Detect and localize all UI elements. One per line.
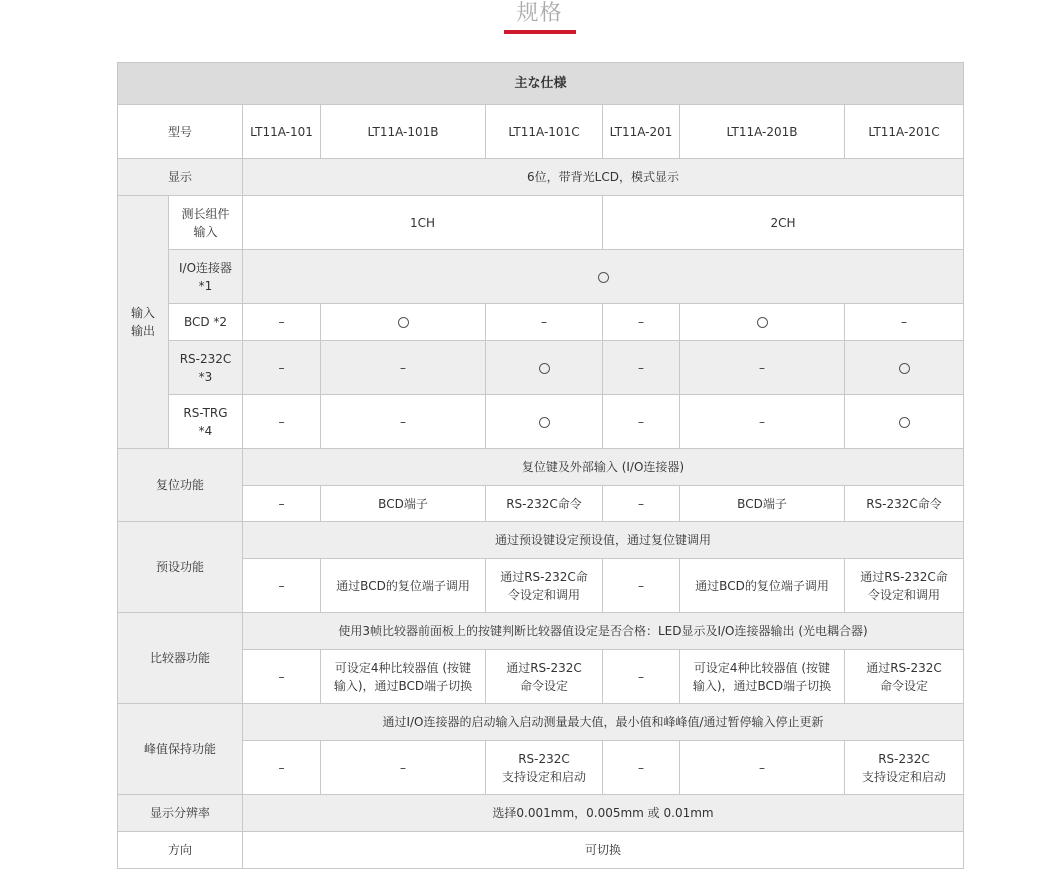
model-lt11a-201b: LT11A-201B (680, 105, 845, 159)
table-title: 主な仕様 (118, 63, 964, 105)
reset-label: 复位功能 (118, 449, 243, 522)
available-mark-icon (539, 363, 550, 374)
rstrg-101b: – (321, 395, 486, 449)
rstrg-101c (486, 395, 603, 449)
reset-101c: RS-232C命令 (486, 486, 603, 522)
bcd-201: – (603, 304, 680, 341)
available-mark-icon (757, 317, 768, 328)
peak-201c: RS-232C 支持设定和启动 (845, 741, 964, 795)
spec-table (117, 62, 964, 869)
io-connector-label: I/O连接器 *1 (169, 250, 243, 304)
preset-201c: 通过RS-232C命 令设定和调用 (845, 559, 964, 613)
probe-2ch: 2CH (603, 196, 964, 250)
rs232c-label: RS-232C *3 (169, 341, 243, 395)
rs232c-101b: – (321, 341, 486, 395)
model-lt11a-101c: LT11A-101C (486, 105, 603, 159)
rs232c-201: – (603, 341, 680, 395)
bcd-101: – (243, 304, 321, 341)
model-lt11a-201c: LT11A-201C (845, 105, 964, 159)
direction-value: 可切换 (243, 832, 964, 869)
bcd-101c: – (486, 304, 603, 341)
available-mark-icon (899, 417, 910, 428)
preset-101b: 通过BCD的复位端子调用 (321, 559, 486, 613)
available-mark-icon (398, 317, 409, 328)
comparator-201: – (603, 650, 680, 704)
peak-common: 通过I/O连接器的启动输入启动测量最大值，最小值和峰峰值/通过暂停输入停止更新 (243, 704, 964, 741)
reset-201c: RS-232C命令 (845, 486, 964, 522)
direction-label: 方向 (118, 832, 243, 869)
model-lt11a-101: LT11A-101 (243, 105, 321, 159)
probe-input-label: 测长组件 输入 (169, 196, 243, 250)
display-value: 6位，带背光LCD，模式显示 (243, 159, 964, 196)
probe-1ch: 1CH (243, 196, 603, 250)
model-label: 型号 (118, 105, 243, 159)
rstrg-101: – (243, 395, 321, 449)
peak-101c: RS-232C 支持设定和启动 (486, 741, 603, 795)
resolution-value: 选择0.001mm，0.005mm 或 0.01mm (243, 795, 964, 832)
preset-201b: 通过BCD的复位端子调用 (680, 559, 845, 613)
comparator-101b: 可设定4种比较器值 (按键 输入)，通过BCD端子切换 (321, 650, 486, 704)
model-lt11a-201: LT11A-201 (603, 105, 680, 159)
bcd-101b (321, 304, 486, 341)
reset-common: 复位键及外部输入 (I/O连接器) (243, 449, 964, 486)
comparator-201b: 可设定4种比较器值 (按键 输入)，通过BCD端子切换 (680, 650, 845, 704)
preset-label: 预设功能 (118, 522, 243, 613)
bcd-201b (680, 304, 845, 341)
rs232c-101: – (243, 341, 321, 395)
comparator-label: 比较器功能 (118, 613, 243, 704)
reset-201b: BCD端子 (680, 486, 845, 522)
reset-201: – (603, 486, 680, 522)
bcd-label: BCD *2 (169, 304, 243, 341)
rs232c-201b: – (680, 341, 845, 395)
peak-101: – (243, 741, 321, 795)
peak-201b: – (680, 741, 845, 795)
preset-101c: 通过RS-232C命 令设定和调用 (486, 559, 603, 613)
section-heading: 规格 (516, 1, 563, 26)
available-mark-icon (899, 363, 910, 374)
rstrg-label: RS-TRG *4 (169, 395, 243, 449)
preset-201: – (603, 559, 680, 613)
available-mark-icon (598, 272, 609, 283)
available-mark-icon (539, 417, 550, 428)
rstrg-201: – (603, 395, 680, 449)
heading-underline (504, 30, 576, 34)
comparator-201c: 通过RS-232C 命令设定 (845, 650, 964, 704)
peak-label: 峰值保持功能 (118, 704, 243, 795)
io-connector-value (243, 250, 964, 304)
io-group-label: 输入 输出 (118, 196, 169, 449)
comparator-common: 使用3帧比较器前面板上的按键判断比较器值设定是否合格：LED显示及I/O连接器输出 (光电耦合器) (243, 613, 964, 650)
comparator-101c: 通过RS-232C 命令设定 (486, 650, 603, 704)
display-label: 显示 (118, 159, 243, 196)
preset-101: – (243, 559, 321, 613)
bcd-201c: – (845, 304, 964, 341)
peak-101b: – (321, 741, 486, 795)
preset-common: 通过预设键设定预设值，通过复位键调用 (243, 522, 964, 559)
peak-201: – (603, 741, 680, 795)
rstrg-201c (845, 395, 964, 449)
model-lt11a-101b: LT11A-101B (321, 105, 486, 159)
resolution-label: 显示分辨率 (118, 795, 243, 832)
comparator-101: – (243, 650, 321, 704)
rstrg-201b: – (680, 395, 845, 449)
rs232c-201c (845, 341, 964, 395)
rs232c-101c (486, 341, 603, 395)
reset-101b: BCD端子 (321, 486, 486, 522)
reset-101: – (243, 486, 321, 522)
